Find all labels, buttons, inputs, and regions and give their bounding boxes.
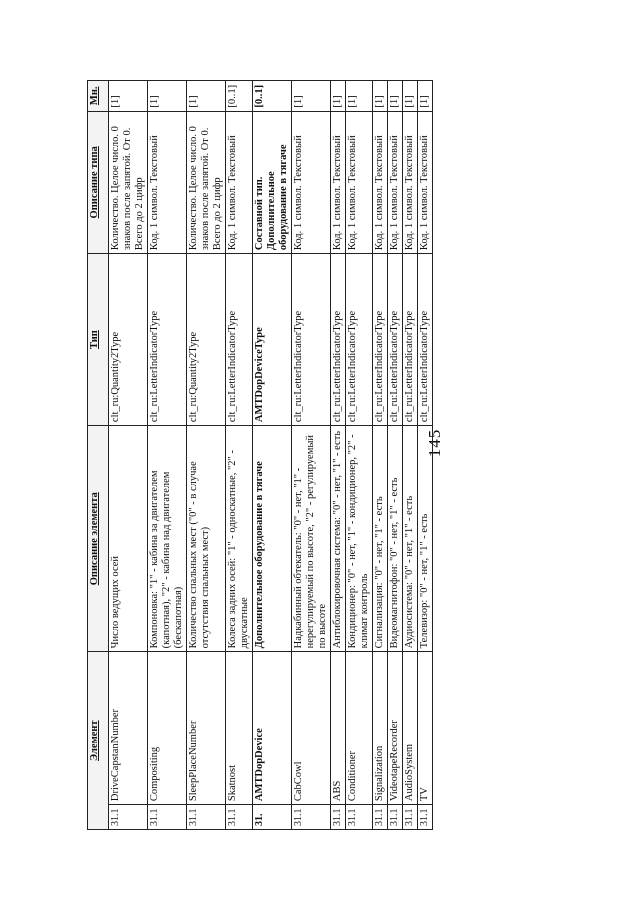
header-multiplicity: Мн. [88,81,109,112]
type-name: clt_ru:LetterIndicatorType [373,254,388,426]
multiplicity: [1] [331,81,346,112]
multiplicity: [1] [388,81,403,112]
table-row [346,81,373,830]
element-description: Кондиционер: "0" - нет, "1" - кондиционер, "2" - климат контроль [346,426,373,652]
type-description: Код. 1 символ. Текстовый [292,111,331,254]
type-description: Код. 1 символ. Текстовый [346,111,373,254]
element-description: Колеса задних осей: "1" - односкатные, "2" - двускатные [226,426,253,652]
row-number: 31.1 [187,805,226,830]
multiplicity: [1] [109,81,148,112]
type-description: Количество. Целое число. 0 знаков после запятой. От 0. Всего до 2 цифр [187,111,226,254]
element-description: Компоновка: "1" - кабина за двигателем (капотная), "2" - кабина над двигателем (бескапотная) [148,426,187,652]
type-description: Код. 1 символ. Текстовый [388,111,403,254]
row-number: 31.1 [292,805,331,830]
table-row [373,81,388,830]
type-name: clt_ru:Quantity2Type [187,254,226,426]
header-type: Тип [88,254,109,426]
type-name: clt_ru:LetterIndicatorType [226,254,253,426]
element-description: Телевизор: "0" - нет, "1" - есть [418,426,433,652]
multiplicity: [0..1] [253,81,292,112]
table-body [109,81,433,830]
table-row [187,81,226,830]
row-number: 31.1 [418,805,433,830]
type-description: Составной тип. Дополнительное оборудование в тягаче [253,111,292,254]
table-row [292,81,331,830]
row-number: 31.1 [226,805,253,830]
element-description: Количество спальных мест ("0" - в случае отсутствия спальных мест) [187,426,226,652]
type-description: Количество. Целое число. 0 знаков после запятой. От 0. Всего до 2 цифр [109,111,148,254]
element-name: AMTDopDevice [253,652,292,805]
table-row [253,81,292,830]
type-name: clt_ru:LetterIndicatorType [403,254,418,426]
row-number: 31.1 [403,805,418,830]
type-name: clt_ru:LetterIndicatorType [292,254,331,426]
type-description: Код. 1 символ. Текстовый [418,111,433,254]
page-number: 145 [425,428,444,458]
element-description: Дополнительное оборудование в тягаче [253,426,292,652]
header-element-description: Описание элемента [88,426,109,652]
element-name: SleepPlaceNumber [187,652,226,805]
element-name: DriveCapstanNumber [109,652,148,805]
table-row [403,81,418,830]
header-element: Элемент [88,652,109,830]
header-type-description: Описание типа [88,111,109,254]
table-row [148,81,187,830]
row-number: 31.1 [148,805,187,830]
multiplicity: [1] [418,81,433,112]
document-table [87,80,433,830]
element-name: AudioSystem [403,652,418,805]
element-description: Надкабинный обтекатель: "0" - нет, "1" - нерегулируемый по высоте, "2" - регулируемый по высоте [292,426,331,652]
element-description: Видеомагнитофон: "0" - нет, "1" - есть [388,426,403,652]
element-name: Compositing [148,652,187,805]
type-name: clt_ru:LetterIndicatorType [346,254,373,426]
type-description: Код. 1 символ. Текстовый [331,111,346,254]
table-row [331,81,346,830]
type-description: Код. 1 символ. Текстовый [403,111,418,254]
table-row [109,81,148,830]
type-name: clt_ru:LetterIndicatorType [388,254,403,426]
type-description: Код. 1 символ. Текстовый [373,111,388,254]
element-name: ABS [331,652,346,805]
multiplicity: [1] [187,81,226,112]
row-number: 31.1 [331,805,346,830]
element-name: Conditioner [346,652,373,805]
multiplicity: [1] [148,81,187,112]
element-name: Signalization [373,652,388,805]
table-row [226,81,253,830]
element-description: Сигнализация: "0" - нет, "1" - есть [373,426,388,652]
element-description: Антиблокировочная система: "0" - нет, "1" - есть [331,426,346,652]
type-name: clt_ru:LetterIndicatorType [418,254,433,426]
multiplicity: [1] [403,81,418,112]
element-name: VideotapeRecorder [388,652,403,805]
type-description: Код. 1 символ. Текстовый [226,111,253,254]
multiplicity: [1] [373,81,388,112]
multiplicity: [1] [346,81,373,112]
element-description: Число ведущих осей [109,426,148,652]
element-name: TV [418,652,433,805]
rotated-table-container [87,80,547,830]
row-number: 31.1 [373,805,388,830]
multiplicity: [0..1] [226,81,253,112]
element-name: Skatnost [226,652,253,805]
type-description: Код. 1 символ. Текстовый [148,111,187,254]
row-number: 31.1 [346,805,373,830]
multiplicity: [1] [292,81,331,112]
row-number: 31.1 [109,805,148,830]
table-row [388,81,403,830]
table-row [418,81,433,830]
row-number: 31. [253,805,292,830]
element-name: CabCowl [292,652,331,805]
type-name: clt_ru:Quantity2Type [109,254,148,426]
table-header-row [88,81,109,830]
element-description: Аудиосистема: "0" - нет, "1" - есть [403,426,418,652]
type-name: clt_ru:LetterIndicatorType [331,254,346,426]
type-name: clt_ru:LetterIndicatorType [148,254,187,426]
type-name: AMTDopDeviceType [253,254,292,426]
row-number: 31.1 [388,805,403,830]
